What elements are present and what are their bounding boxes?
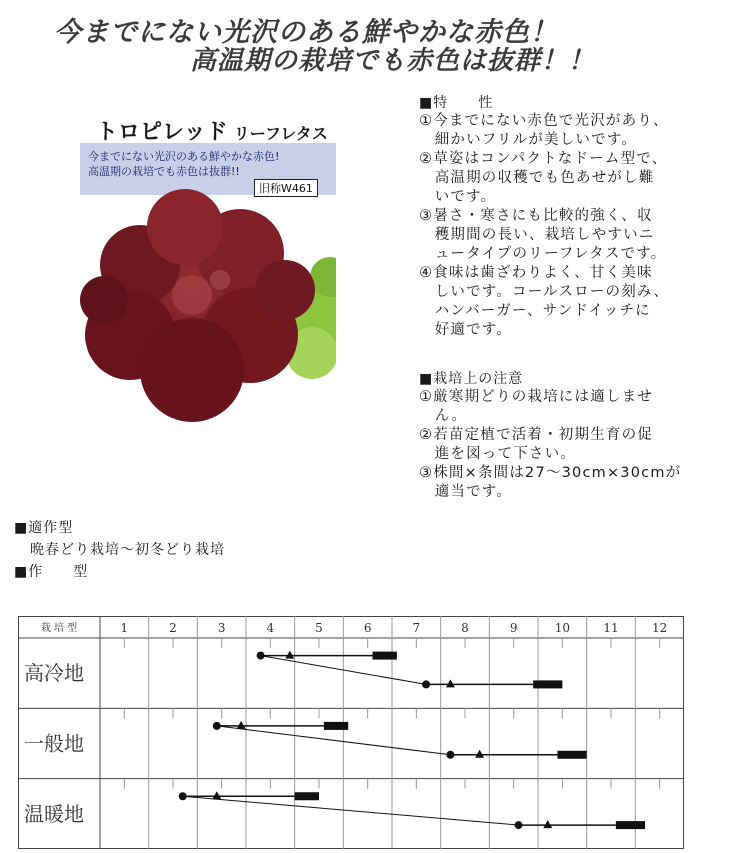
planting-marker [212, 791, 221, 799]
planting-marker [475, 750, 484, 758]
caution-line: ①厳寒期どりの栽培には適しませ [419, 389, 653, 405]
schedule-plans [179, 651, 645, 830]
package-tagline-2: 高温期の栽培でも赤色は抜群!! [88, 165, 240, 178]
planting-marker [285, 651, 294, 659]
region-label: 高冷地 [24, 661, 84, 686]
month-label: 8 [461, 621, 469, 635]
feature-line: ③暑さ・寒さにも比較的強く、収 [419, 208, 653, 224]
caution-line: ん。 [419, 408, 467, 424]
planting-marker [446, 679, 455, 687]
month-label: 1 [120, 621, 129, 635]
feature-line: 好適です。 [419, 322, 513, 338]
features-heading: ■特 性 [419, 95, 494, 111]
plan-connector-line [217, 726, 451, 755]
month-labels [121, 621, 668, 635]
region-labels [24, 661, 84, 826]
harvest-period-bar [295, 792, 319, 800]
feature-line: いです。 [419, 189, 497, 205]
feature-line: 高温期の収穫でも色あせがし難 [419, 170, 655, 186]
feature-line: ②草姿はコンパクトなドーム型で、 [419, 151, 668, 167]
cautions-list [419, 388, 681, 502]
feature-line: ュータイプのリーフレタスです。 [419, 246, 667, 262]
package-tagline-1: 今までにない光沢のある鮮やかな赤色! [88, 150, 280, 163]
suitable-heading: ■適作型 [14, 520, 74, 536]
headline-line-1: 今までにない光沢のある鮮やかな赤色！ [54, 17, 558, 48]
headline-line-2: 高温期の栽培でも赤色は抜群！！ [190, 46, 596, 76]
region-label: 温暖地 [24, 801, 84, 826]
package-title-name: トロピレッド [96, 120, 228, 145]
month-label: 9 [509, 621, 518, 635]
caution-line: ③株間×条間は27～30cm×30cmが [419, 465, 682, 481]
month-label: 6 [363, 621, 372, 635]
package-subtitle: リーフレタス [233, 124, 328, 143]
caution-line: 進を図って下さい。 [419, 446, 576, 462]
feature-line: しいです。コールスローの刻み、 [419, 284, 670, 300]
month-label: 11 [603, 621, 619, 635]
region-label: 一般地 [24, 731, 84, 756]
month-label: 3 [217, 621, 226, 635]
planting-marker [543, 820, 552, 828]
seed-package-image [80, 113, 336, 456]
crop-type-heading: ■作 型 [14, 564, 89, 580]
harvest-period-bar [533, 680, 562, 688]
red-lettuce-illustration [80, 185, 336, 456]
harvest-period-bar [324, 722, 348, 730]
month-label: 10 [554, 621, 570, 635]
month-label: 4 [266, 621, 275, 635]
harvest-period-bar [616, 821, 645, 829]
package-title [96, 115, 328, 146]
feature-line: ④食味は歯ざわりよく、甘く美味 [419, 265, 653, 281]
harvest-period-bar [557, 751, 586, 759]
cropping-schedule-chart [18, 616, 684, 849]
feature-line: 細かいフリルが美しいです。 [419, 132, 638, 148]
month-label: 12 [652, 621, 668, 635]
feature-line: 穫期間の長い、栽培しやすいニ [419, 227, 655, 243]
planting-marker [237, 721, 246, 729]
month-label: 2 [169, 621, 177, 635]
features-list [419, 112, 669, 340]
caution-line: ②若苗定植で活着・初期生育の促 [419, 427, 653, 443]
red-lettuce-shape [80, 189, 315, 422]
plan-connector-line [183, 796, 519, 825]
feature-line: ①今までにない赤色で光沢があり、 [419, 113, 669, 129]
schedule-grid [18, 616, 684, 849]
suitable-value: 晩春どり栽培～初冬どり栽培 [30, 542, 225, 558]
harvest-period-bar [373, 652, 397, 660]
month-label: 7 [412, 621, 421, 635]
package-old-name: 旧称W461 [254, 179, 318, 197]
schedule-header-label: 栽 培 型 [40, 623, 78, 634]
month-label: 5 [315, 621, 323, 635]
grid-border [19, 617, 684, 849]
feature-line: ハンバーガー、サンドイッチに [419, 303, 651, 319]
cautions-heading: ■栽培上の注意 [419, 371, 524, 387]
caution-line: 適当です。 [419, 484, 513, 500]
